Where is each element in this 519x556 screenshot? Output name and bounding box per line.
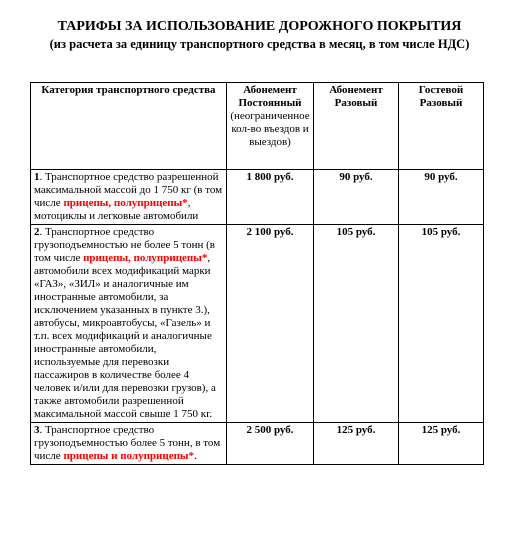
row-highlight: прицепы, полуприцепы* (63, 197, 188, 209)
row-text-before: . Транспортное средство грузоподъемностью не более 5 тонн (в том числе (34, 226, 215, 264)
header-category: Категория транспортного средства (31, 83, 227, 170)
header-permanent (227, 83, 314, 170)
row-text-after: . (194, 450, 197, 462)
price-single: 125 руб. (314, 423, 399, 465)
row-number: 3 (34, 424, 40, 436)
price-single: 90 руб. (314, 170, 399, 225)
header-guest: Гостевой Разовый (399, 83, 484, 170)
document-subtitle: (из расчета за единицу транспортного средства в месяц, в том числе НДС) (49, 37, 470, 51)
header-permanent-note: (неограниченное кол-во въездов и выездов) (230, 110, 310, 148)
row-highlight: прицепы, полуприцепы* (83, 252, 208, 264)
row-number: 1 (34, 171, 40, 183)
price-permanent: 1 800 руб. (227, 170, 314, 225)
table-row (31, 423, 484, 465)
price-permanent: 2 500 руб. (227, 423, 314, 465)
price-guest: 90 руб. (399, 170, 484, 225)
price-single: 105 руб. (314, 225, 399, 423)
document-title: ТАРИФЫ ЗА ИСПОЛЬЗОВАНИЕ ДОРОЖНОГО ПОКРЫТИЯ (57, 19, 462, 34)
row-number: 2 (34, 226, 40, 238)
table-row (31, 170, 484, 225)
row-text-before: . Транспортное средство грузоподъемностью более 5 тонн, в том числе (34, 424, 221, 462)
row-category (31, 423, 227, 465)
row-text-after: , автомобили всех модификаций марки «ГАЗ», «ЗИЛ» и аналогичные им иностранные автомобили, за исключением указанных в пункте 3.), автобусы, микроавтобусы, «Газель» и т.п. всех модификаций и аналогичные иностранные автомобили, используемые для перевозки пассажиров в количестве более 4 человек и/или для перевозки грузов), а также автомобили разрешенной максимальной массой свыше 1 750 кг. (34, 252, 216, 420)
row-text-after: , мотоциклы и легковые автомобили (34, 197, 199, 222)
row-text-before: . Транспортное средство разрешенной максимальной массой до 1 750 кг (в том числе (34, 171, 223, 209)
price-guest: 125 руб. (399, 423, 484, 465)
price-permanent: 2 100 руб. (227, 225, 314, 423)
tariffs-table (30, 82, 484, 465)
row-category (31, 170, 227, 225)
table-header-row (31, 83, 484, 170)
row-category (31, 225, 227, 423)
table-row (31, 225, 484, 423)
header-permanent-label: Абонемент Постоянный (238, 84, 302, 109)
price-guest: 105 руб. (399, 225, 484, 423)
header-single: Абонемент Разовый (314, 83, 399, 170)
row-highlight: прицепы и полуприцепы* (63, 450, 195, 462)
